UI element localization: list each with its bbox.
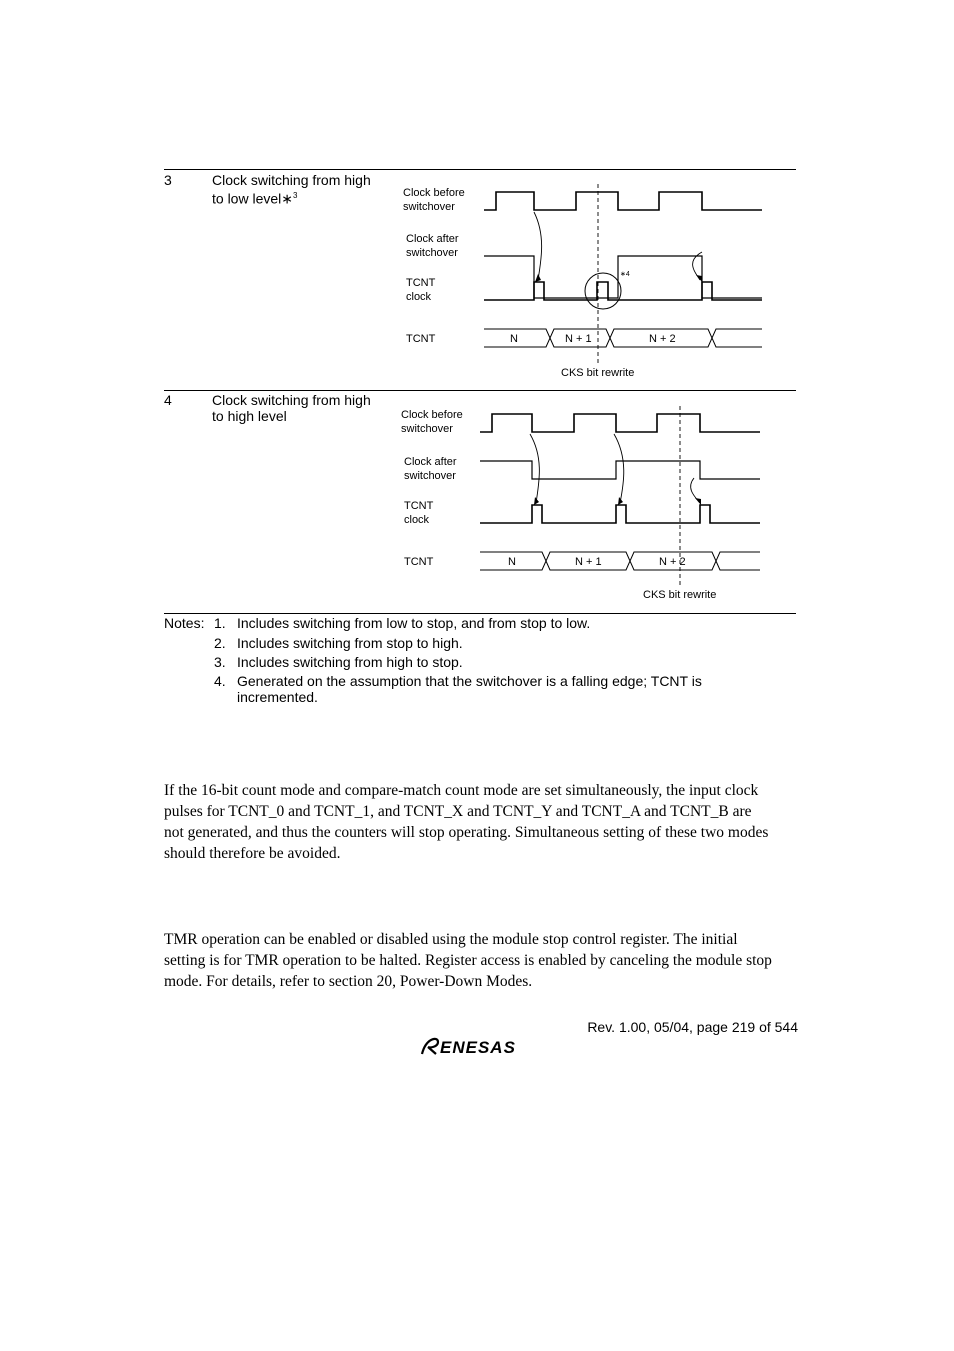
row-3-number: 3 bbox=[164, 172, 172, 188]
tcnt-clock-label-2: clock bbox=[406, 291, 432, 303]
clock-after-waveform bbox=[480, 461, 760, 479]
timing-diagram-row-3 bbox=[396, 176, 776, 386]
tcnt-label: TCNT bbox=[406, 333, 436, 345]
clock-after-label: Clock after bbox=[406, 233, 459, 245]
arrowhead-3 bbox=[695, 498, 701, 505]
cks-rewrite-label: CKS bit rewrite bbox=[561, 367, 635, 379]
glitch-highlight-circle bbox=[585, 273, 621, 309]
row-4-desc-line1: Clock switching from high bbox=[212, 392, 371, 408]
note-ref-4: ∗4 bbox=[620, 271, 630, 278]
clock-after-label: Clock after bbox=[404, 456, 457, 468]
row-4-desc-line2: to high level bbox=[212, 408, 287, 424]
note-3: 3. Includes switching from high to stop. bbox=[214, 654, 463, 670]
notes-heading: Notes: bbox=[164, 615, 205, 631]
clock-after-label-2: switchover bbox=[406, 247, 458, 259]
tcnt-label: TCNT bbox=[404, 556, 434, 568]
tcnt-bus-lower bbox=[480, 552, 760, 570]
paragraph-16bit-count-mode: If the 16-bit count mode and compare-match count mode are set simultaneously, the input clock pulses for TCNT_0 and TCNT_1, and TCNT_X and TCNT_Y and TCNT_A and TCNT_B are not generated, and thus the counters will stop operating. Simultaneous setting of these two modes should therefore be avoided. bbox=[164, 782, 769, 862]
tcnt-value-n: N bbox=[508, 556, 516, 568]
tcnt-bus-lower bbox=[484, 329, 762, 347]
row-4-description bbox=[212, 392, 392, 424]
note-ref-asterisk: ∗ bbox=[281, 190, 293, 207]
tcnt-value-n1: N + 1 bbox=[575, 556, 602, 568]
row-3-desc-line1: Clock switching from high bbox=[212, 172, 371, 188]
svg-text:ENESAS: ENESAS bbox=[440, 1038, 516, 1057]
tcnt-clock-waveform bbox=[484, 282, 762, 300]
clock-before-waveform bbox=[480, 414, 760, 432]
arrowhead-2 bbox=[696, 275, 702, 282]
clock-before-label-2: switchover bbox=[403, 201, 455, 213]
row-4-number: 4 bbox=[164, 392, 172, 408]
edge-arrow-1 bbox=[534, 212, 542, 280]
clock-before-waveform bbox=[484, 192, 762, 210]
tcnt-bus-upper bbox=[480, 552, 760, 570]
table-bottom-rule bbox=[164, 613, 796, 614]
renesas-logo bbox=[420, 1034, 544, 1058]
tcnt-bus-upper bbox=[484, 329, 762, 347]
tcnt-value-n1: N + 1 bbox=[565, 333, 592, 345]
row-3-desc-line2: to low level∗$^3$ bbox=[212, 190, 298, 207]
clock-before-label: Clock before bbox=[401, 409, 463, 421]
tcnt-value-n: N bbox=[510, 333, 518, 345]
page-footer-info: Rev. 1.00, 05/04, page 219 of 544 bbox=[587, 1019, 798, 1035]
tcnt-value-n2: N + 2 bbox=[649, 333, 676, 345]
tcnt-clock-label-2: clock bbox=[404, 514, 430, 526]
tcnt-clock-label: TCNT bbox=[404, 500, 434, 512]
clock-before-label-2: switchover bbox=[401, 423, 453, 435]
note-2: 2. Includes switching from stop to high. bbox=[214, 635, 463, 651]
clock-before-label: Clock before bbox=[403, 187, 465, 199]
tcnt-clock-waveform bbox=[480, 505, 760, 523]
clock-after-label-2: switchover bbox=[404, 470, 456, 482]
row-3-note-ref: 3 bbox=[293, 191, 298, 200]
row-3-description bbox=[212, 172, 392, 207]
table-row-divider bbox=[164, 390, 796, 391]
tcnt-clock-label: TCNT bbox=[406, 277, 436, 289]
timing-diagram-row-4 bbox=[394, 398, 774, 608]
table-top-rule bbox=[164, 169, 796, 170]
arrowhead-1 bbox=[535, 274, 541, 282]
note-4: 4. Generated on the assumption that the switchover is a falling edge; TCNT is incremented. bbox=[214, 673, 702, 705]
tcnt-value-n2: N + 2 bbox=[659, 556, 686, 568]
note-1: 1. Includes switching from low to stop, and from stop to low. bbox=[214, 615, 591, 631]
paragraph-module-stop: TMR operation can be enabled or disabled using the module stop control register. The initial setting is for TMR operation to be halted. Register access is enabled by canceling the module stop mode. For details, refer to section 20, Power-Down Modes. bbox=[164, 931, 772, 990]
cks-rewrite-label: CKS bit rewrite bbox=[643, 589, 717, 601]
